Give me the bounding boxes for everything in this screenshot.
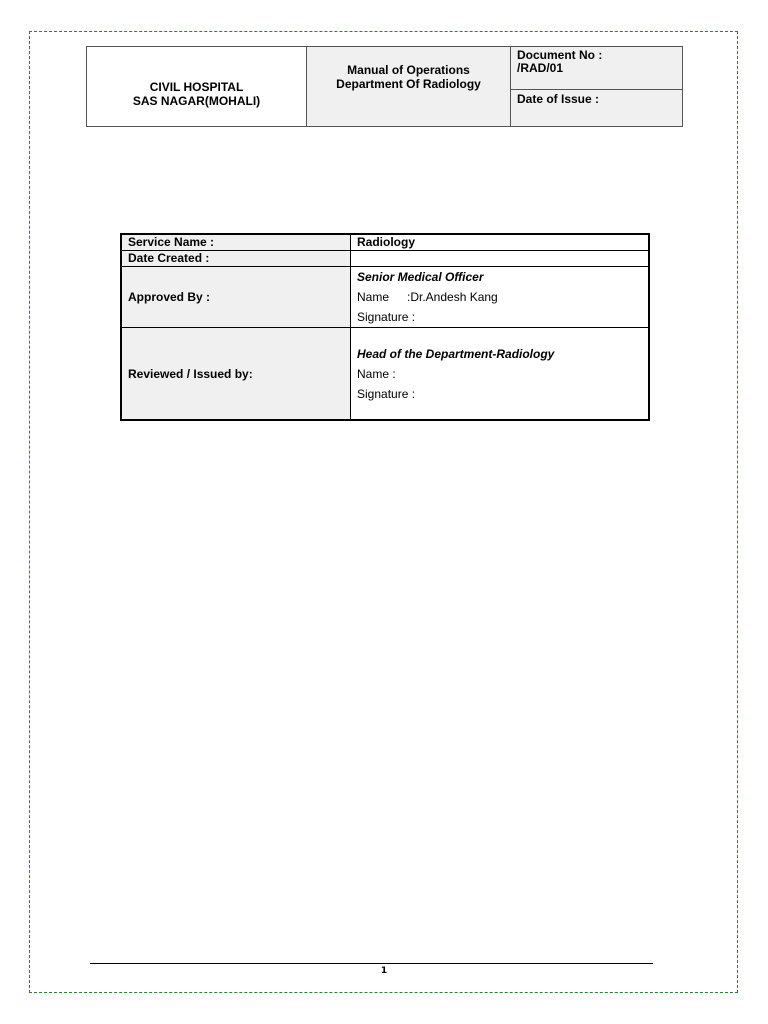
approver-title: Senior Medical Officer <box>357 270 484 284</box>
manual-title-line2: Department Of Radiology <box>336 77 481 91</box>
date-of-issue-cell <box>511 90 682 126</box>
document-number-label: Document No : <box>517 48 603 62</box>
hospital-name-line1: CIVIL HOSPITAL <box>149 79 244 94</box>
approved-by-cell <box>351 267 650 328</box>
service-name-value: Radiology <box>351 234 650 251</box>
approved-by-label: Approved By : <box>121 267 351 328</box>
reviewer-title: Head of the Department-Radiology <box>357 346 555 361</box>
document-number-cell <box>511 47 682 90</box>
table-row <box>121 251 649 267</box>
table-row <box>121 267 649 328</box>
hospital-name-line2: SAS NAGAR(MOHALI) <box>132 93 261 108</box>
page-number: 1 <box>380 966 388 976</box>
reviewed-by-cell <box>351 328 650 421</box>
date-created-value <box>351 251 650 267</box>
table-row <box>121 328 649 421</box>
reviewer-name: Name : <box>357 366 396 381</box>
approver-name-key: Name <box>357 290 390 304</box>
approver-signature: Signature : <box>357 310 416 324</box>
page-border <box>29 31 738 993</box>
reviewed-by-label: Reviewed / Issued by: <box>121 328 351 421</box>
manual-title-cell <box>307 47 511 126</box>
date-of-issue-label: Date of Issue : <box>517 92 600 106</box>
hospital-name-cell <box>87 47 307 126</box>
table-row <box>121 234 649 251</box>
manual-title-line1: Manual of Operations <box>347 63 470 77</box>
document-header <box>86 46 683 127</box>
approver-name-line <box>357 287 642 307</box>
date-created-label: Date Created : <box>121 251 351 267</box>
approval-table <box>120 233 650 421</box>
reviewer-signature: Signature : <box>357 386 416 401</box>
approver-name-value: :Dr.Andesh Kang <box>407 290 498 304</box>
document-number-value: /RAD/01 <box>517 61 564 75</box>
footer-divider <box>90 963 653 964</box>
service-name-label: Service Name : <box>121 234 351 251</box>
document-info-cell <box>511 47 682 126</box>
